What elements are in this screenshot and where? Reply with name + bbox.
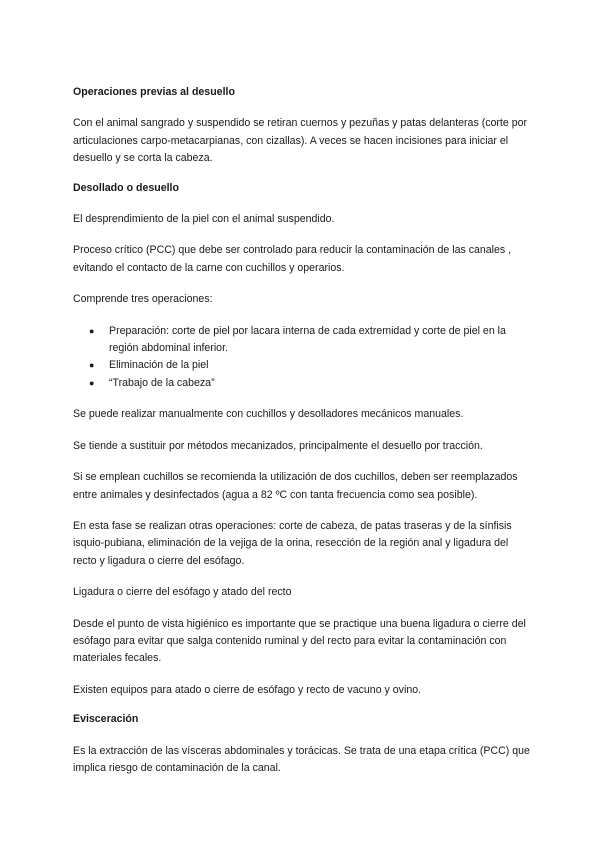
- subheading-ligadura: Ligadura o cierre del esófago y atado del recto: [73, 586, 292, 599]
- paragraph-operaciones-previas: Con el animal sangrado y suspendido se retiran cuernos y pezuñas y patas delanteras (corte por articulaciones carpo-metacarpianas, con cizallas). A veces se hacen incisiones para iniciar el desuello y se corta la cabeza.: [73, 117, 528, 165]
- bullet-icon: ●: [89, 325, 95, 336]
- heading-operaciones-previas: Operaciones previas al desuello: [73, 86, 235, 98]
- paragraph-desollado-pcc: Proceso crítico (PCC) que debe ser controlado para reducir la contaminación de las canales , evitando el contacto de la carne con cuchillos y operarios.: [73, 244, 512, 274]
- list-item-text: “Trabajo de la cabeza”: [109, 376, 215, 389]
- list-item-text: Preparación: corte de piel por lacara interna de cada extremidad y corte de piel en la región abdominal inferior.: [109, 324, 506, 355]
- paragraph-desollado-cuchillos: Si se emplean cuchillos se recomienda la utilización de dos cuchillos, deben ser reemplazados entre animales y desinfectados (agua a 82 ºC con tanta frecuencia como sea posible).: [73, 471, 518, 501]
- paragraph-ligadura-equipos: Existen equipos para atado o cierre de esófago y recto de vacuno y ovino.: [73, 683, 422, 696]
- list-item: [73, 357, 533, 374]
- document-body: [73, 84, 533, 777]
- heading-evisceracion: Evisceración: [73, 713, 139, 726]
- paragraph-evisceracion: Es la extracción de las vísceras abdominales y torácicas. Se trata de una etapa crítica (PCC) que implica riesgo de contaminación de la canal.: [73, 744, 530, 774]
- paragraph-desollado-comprende: Comprende tres operaciones:: [73, 293, 213, 306]
- paragraph-desollado-manual: Se puede realizar manualmente con cuchillos y desolladores mecánicos manuales.: [73, 408, 464, 421]
- paragraph-desollado-otras-operaciones: En esta fase se realizan otras operaciones: corte de cabeza, de patas traseras y de la sínfisis isquio-pubiana, eliminación de la vejiga de la orina, resección de la región anal y ligadura del recto y ligadura o cierre del esófago.: [73, 519, 512, 567]
- list-item-text: Eliminación de la piel: [109, 359, 209, 372]
- paragraph-ligadura-higiene: Desde el punto de vista higiénico es importante que se practique una buena ligadura o cierre del esófago para evitar que salga contenido ruminal y del recto para evitar la contaminación con materiales fecales.: [73, 617, 526, 665]
- list-item: [73, 323, 533, 358]
- operations-list: [73, 323, 533, 393]
- bullet-icon: ●: [89, 360, 95, 371]
- paragraph-desollado-mecanizado: Se tiende a sustituir por métodos mecanizados, principalmente el desuello por tracción.: [73, 439, 483, 452]
- heading-desollado: Desollado o desuello: [73, 181, 179, 194]
- bullet-icon: ●: [89, 377, 95, 388]
- paragraph-desollado-definicion: El desprendimiento de la piel con el animal suspendido.: [73, 213, 335, 226]
- list-item: [73, 375, 533, 392]
